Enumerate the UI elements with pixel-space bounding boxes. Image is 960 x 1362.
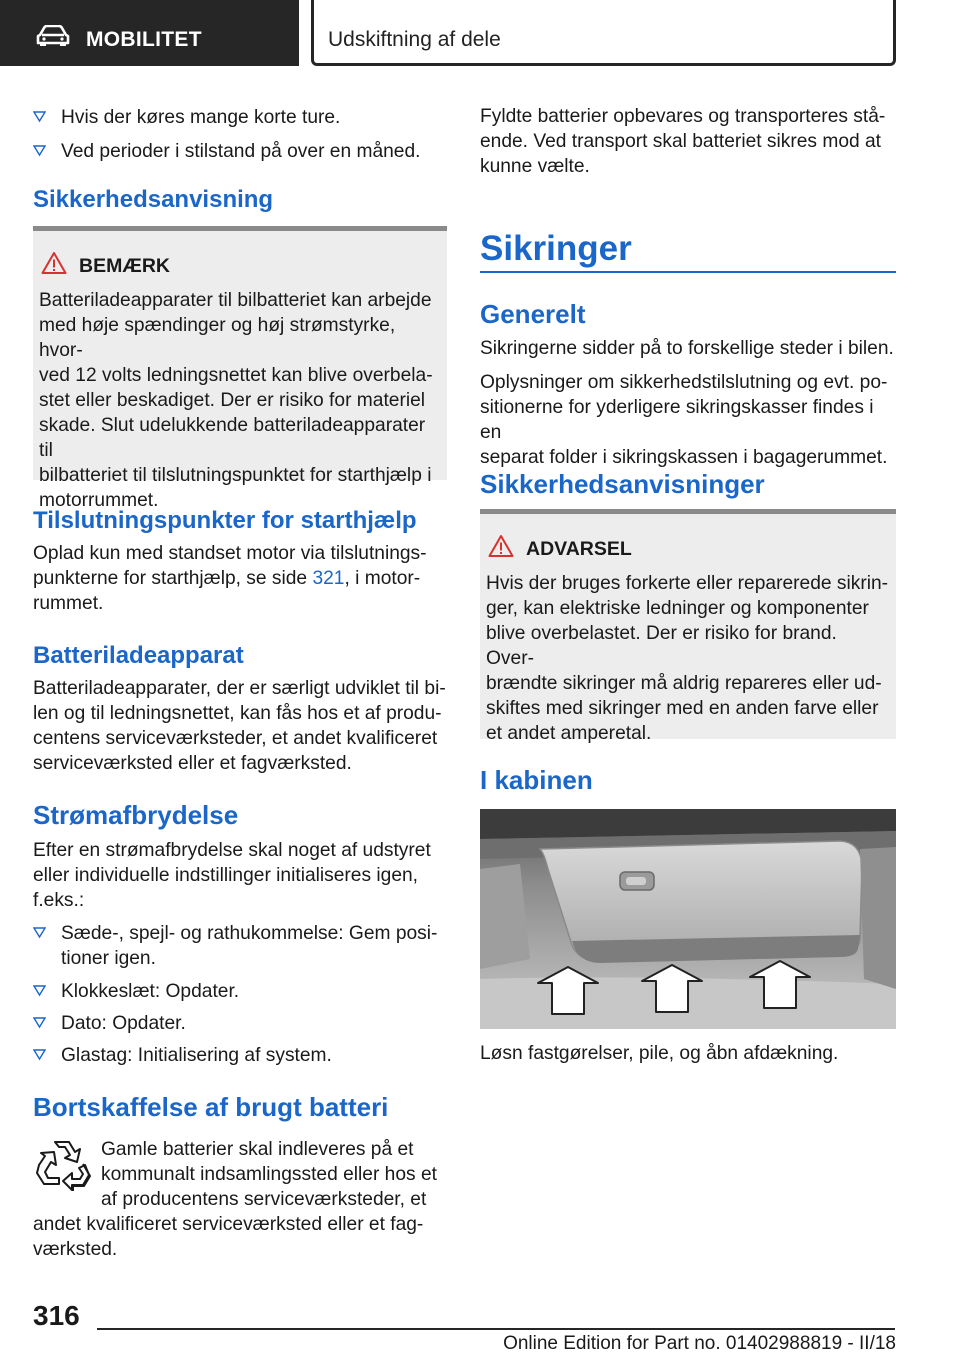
intro-paragraph: Fyldte batterier opbevares og transporteres stå- ende. Ved transport skal batteriet sikres mod at kunne vælte. — [480, 106, 886, 177]
charger-paragraph: Batteriladeapparater, der er særligt udviklet til bi- len og til ledningsnettet, kan fås hos et af produ- centens serviceværksteder, et andet kvalificeret serviceværksted eller et fagværksted. — [33, 678, 446, 774]
disposal-heading: Bortskaffelse af brugt batteri — [33, 1092, 389, 1122]
general-paragraph: Sikringerne sidder på to forskellige steder i bilen. Oplysninger om sikkerhedstilslutning og evt. po- sitionerne for yderligere sikringskasser findes i en separat folder i sikringskassen i bagagerummet. — [480, 338, 894, 468]
warning-title: ADVARSEL — [526, 538, 632, 560]
image-caption: Løsn fastgørelser, pile, og åbn afdækning. — [480, 1043, 839, 1064]
fuses-heading: Sikringer — [480, 229, 632, 268]
notice-title: BEMÆRK — [79, 255, 170, 277]
top-bullet-list: Hvis der køres mange korte ture. Ved perioder i stilstand på over en måned. — [33, 105, 447, 165]
notice-text: Batteriladeapparater til bilbatteriet kan arbejde med høje spændinger og høj strømstyrke, hvor- ved 12 volts ledningsnettet kan blive overbela- stet eller beskadiget. Der er risiko for materiel skade. Slut udelukkende batteriladeapparater til bilbatteriet til tilslutningspunktet for starthjælp i motorrummet. — [39, 290, 433, 511]
section-label: MOBILITET — [86, 28, 202, 51]
car-icon — [36, 25, 70, 47]
power-outage-list: Sæde-, spejl- og rathukommelse: Gem posi- tioner igen. Klokkeslæt: Opdater. Dato: Opdater. Glastag: Initialisering af system. — [33, 921, 447, 1071]
safety-instructions-heading: Sikkerhedsanvisninger — [480, 469, 765, 499]
general-heading: Generelt — [480, 299, 586, 329]
warning-box — [480, 509, 896, 744]
edition-note: Online Edition for Part no. 01402988819 - II/18 — [503, 1333, 896, 1354]
jump-start-heading: Tilslutningspunkter for starthjælp — [33, 507, 417, 534]
triangle-bullet-icon — [33, 984, 46, 997]
power-outage-heading: Strømafbrydelse — [33, 800, 239, 830]
page-title-box — [311, 0, 896, 66]
footer-rule — [97, 1328, 895, 1330]
disposal-paragraph: Gamle batterier skal indleveres på et kommunalt indsamlingssted eller hos et af producentens serviceværksteder, et andet kvalificeret serviceværksted eller et fag- værksted. — [33, 1139, 437, 1260]
warning-text: Hvis der bruges forkerte eller reparerede sikrin- ger, kan elektriske ledninger og komponenter blive overbelastet. Der er risiko for brand. Over- brændte sikringer må aldrig repareres eller ud- skiftes med sikringer med en anden farve eller et andet amperetal. — [486, 573, 889, 744]
safety-heading: Sikkerhedsanvisning — [33, 186, 274, 213]
triangle-bullet-icon — [33, 1048, 46, 1061]
triangle-bullet-icon — [33, 1016, 46, 1029]
page-reference-link[interactable]: 321 — [312, 568, 345, 589]
glovebox-photo — [480, 809, 896, 1029]
cabin-heading: I kabinen — [480, 765, 593, 795]
warning-triangle-icon — [488, 534, 514, 558]
page-number: 316 — [33, 1300, 80, 1331]
charger-heading: Batteriladeapparat — [33, 642, 244, 669]
warning-triangle-icon — [41, 251, 67, 275]
triangle-bullet-icon — [33, 144, 46, 157]
power-outage-paragraph: Efter en strømafbrydelse skal noget af udstyret eller individuelle indstillinger initialiseres igen, f.eks.: — [33, 840, 431, 911]
triangle-bullet-icon — [33, 926, 46, 939]
jump-start-paragraph: Oplad kun med standset motor via tilslutnings- punkterne for starthjælp, se side 321, i motor- rummet. — [33, 543, 427, 614]
heading-rule — [480, 271, 896, 273]
section-tab — [0, 0, 299, 66]
notice-box — [33, 226, 447, 511]
page-title: Udskiftning af dele — [328, 28, 501, 51]
triangle-bullet-icon — [33, 110, 46, 123]
